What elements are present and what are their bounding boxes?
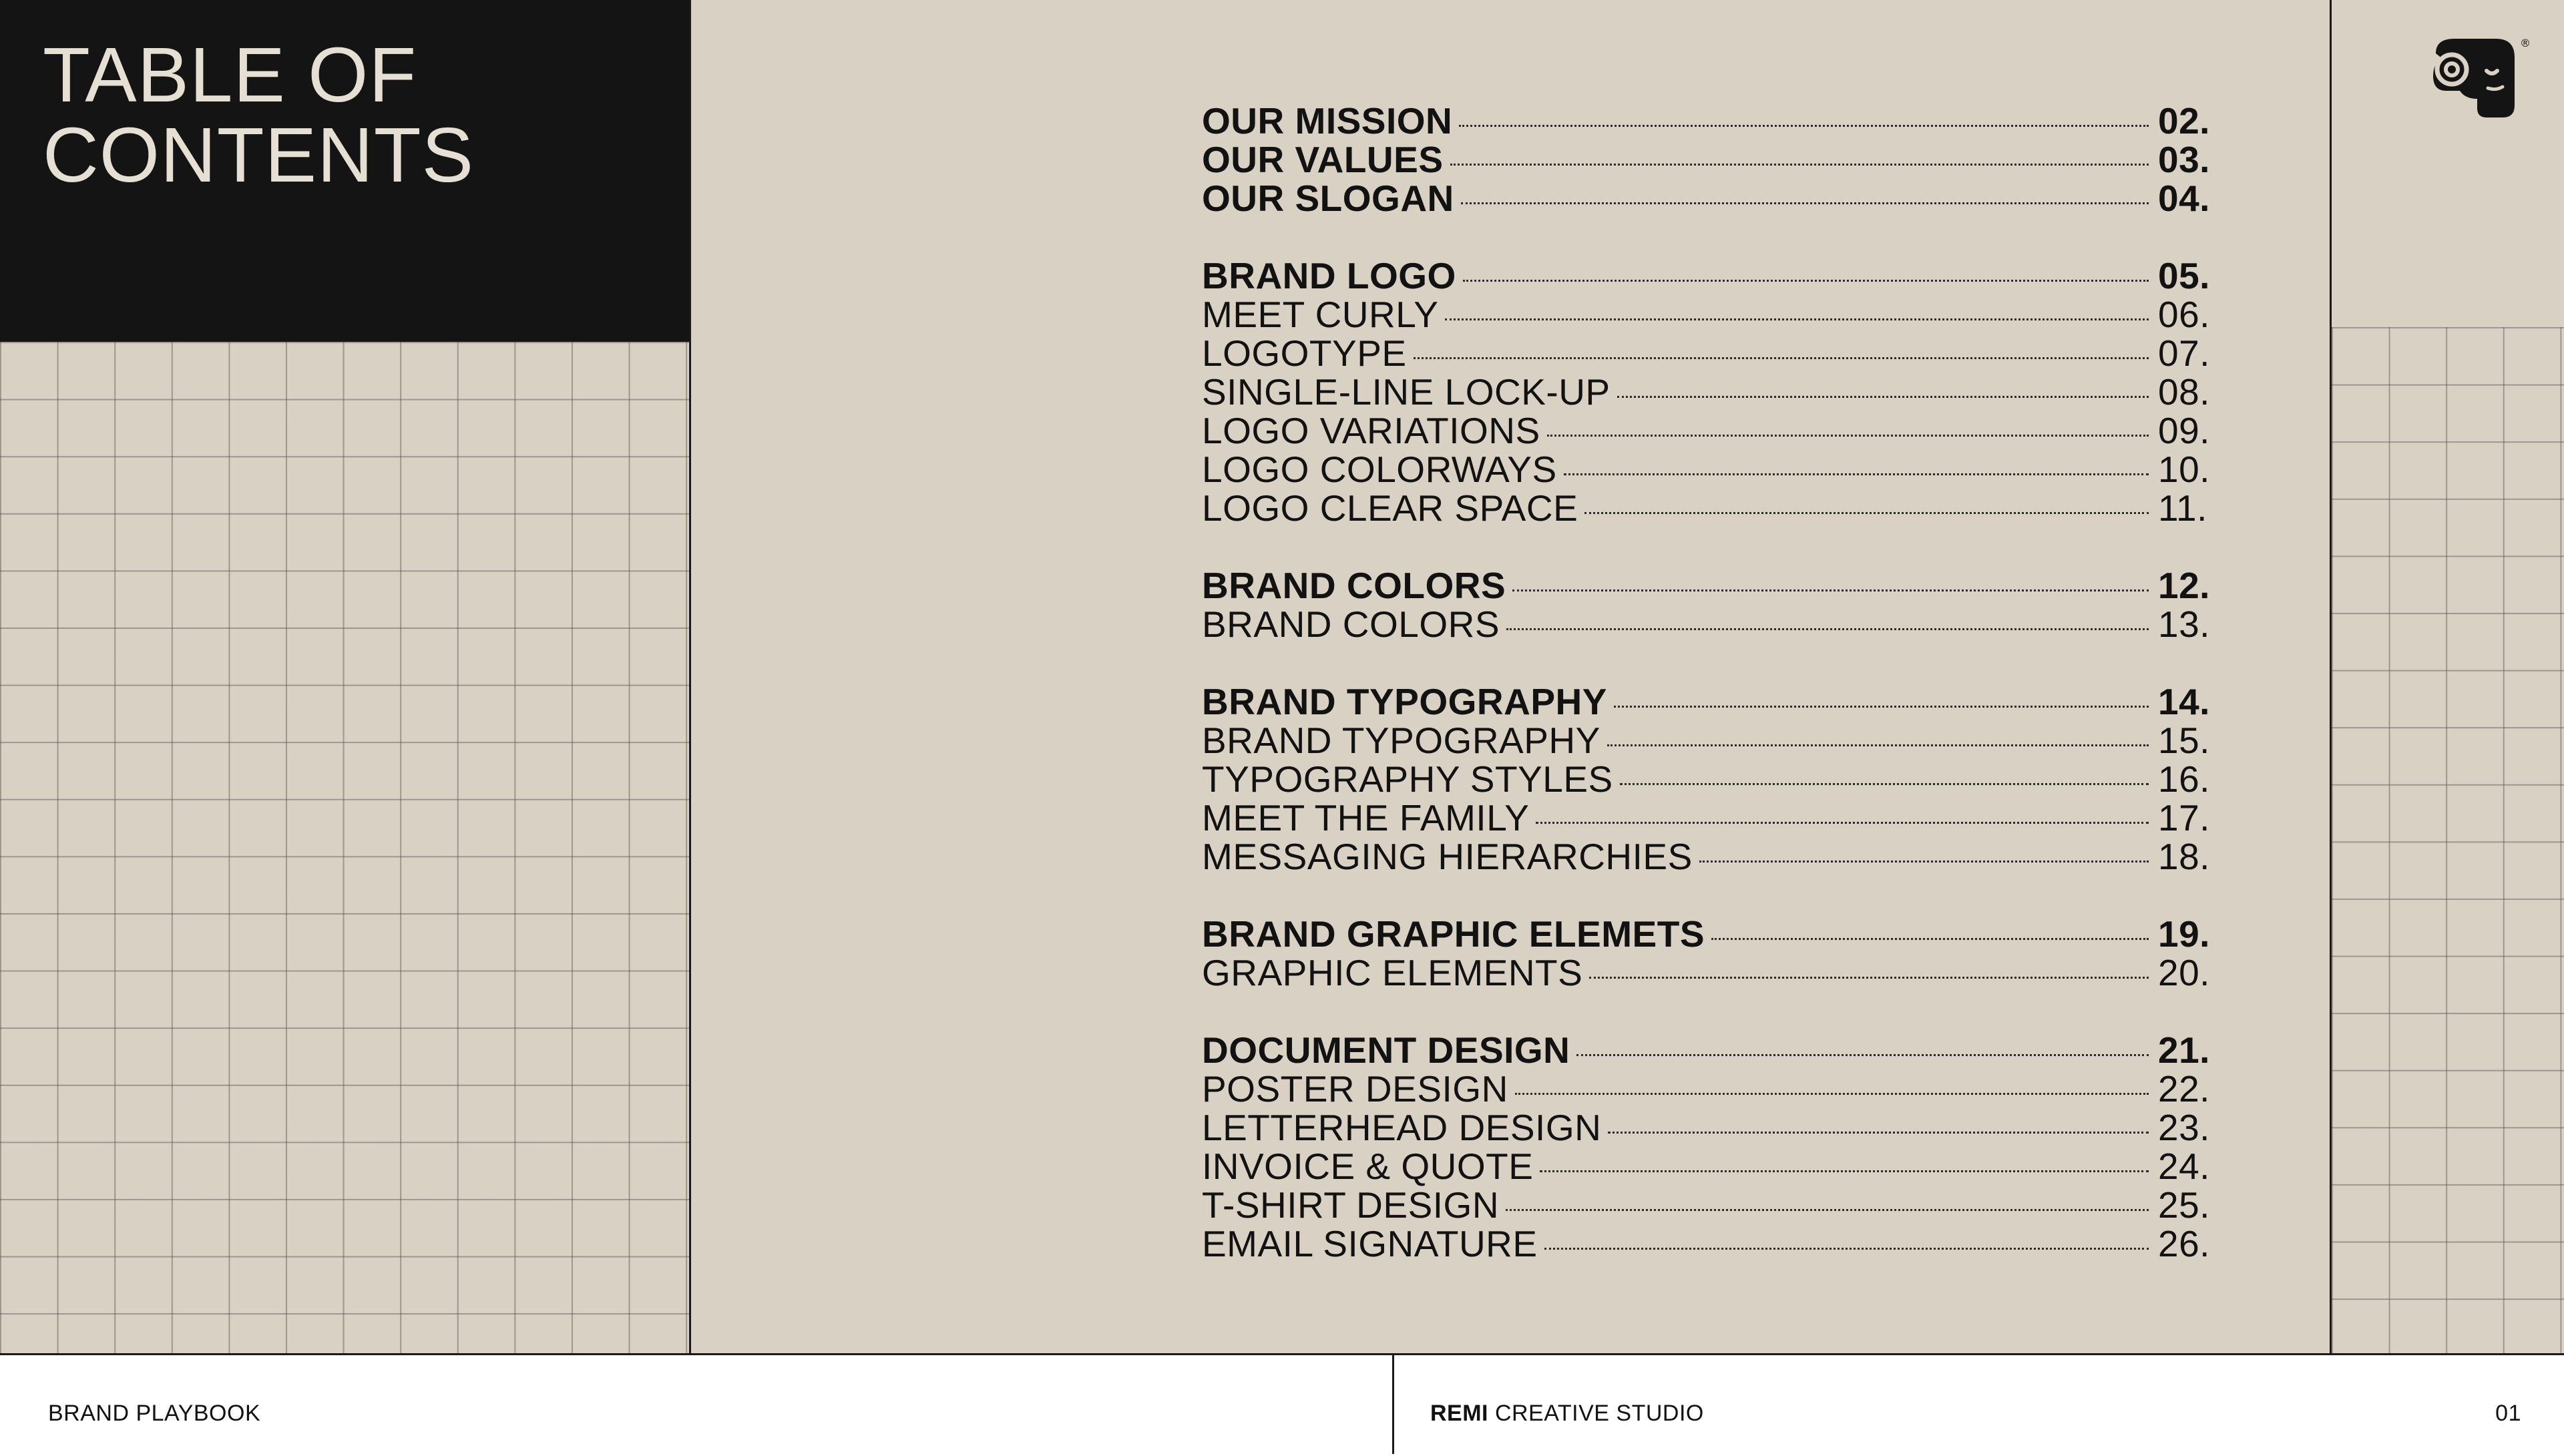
toc-group — [1202, 256, 2230, 527]
toc-page-number: 20. — [2158, 952, 2210, 993]
toc-page-number: 02. — [2158, 100, 2210, 142]
toc-entry-label: INVOICE & QUOTE — [1202, 1146, 1534, 1187]
toc-entry-label: BRAND COLORS — [1202, 565, 1506, 606]
toc-leader-dots — [1445, 318, 2149, 320]
toc-entry-label: MEET CURLY — [1202, 294, 1439, 335]
footer-studio-rest: CREATIVE STUDIO — [1488, 1401, 1704, 1426]
toc-leader-dots — [1459, 125, 2149, 127]
right-grid-pattern — [2332, 327, 2564, 1355]
registered-mark: ® — [2520, 37, 2531, 49]
toc-entry-label: OUR SLOGAN — [1202, 178, 1454, 219]
toc-section-heading[interactable] — [1202, 566, 2230, 605]
toc-leader-dots — [1584, 512, 2149, 514]
page-title-line-1: TABLE OF — [43, 31, 417, 118]
page-title-line-2: CONTENTS — [43, 111, 474, 198]
toc-entry-label: LOGO CLEAR SPACE — [1202, 487, 1578, 529]
toc-leader-dots — [1512, 589, 2149, 591]
toc-entry-label: LOGOTYPE — [1202, 332, 1407, 374]
toc-page-number: 05. — [2158, 255, 2210, 296]
toc-entry-label: BRAND COLORS — [1202, 603, 1500, 645]
toc-leader-dots — [1515, 1093, 2149, 1095]
toc-entry-label: BRAND LOGO — [1202, 255, 1456, 296]
footer-studio-bold: REMI — [1430, 1401, 1488, 1426]
toc-leader-dots — [1450, 164, 2149, 166]
toc-page-number: 15. — [2158, 720, 2210, 761]
toc-entry[interactable] — [1202, 798, 2230, 837]
toc-leader-dots — [1617, 396, 2149, 398]
toc-group — [1202, 1031, 2230, 1263]
left-divider — [689, 0, 691, 1454]
toc-entry-label: MEET THE FAMILY — [1202, 797, 1530, 838]
toc-group — [1202, 915, 2230, 992]
footer-studio-name — [1430, 1401, 1704, 1427]
toc-group — [1202, 566, 2230, 644]
toc-leader-dots — [1589, 977, 2149, 979]
toc-leader-dots — [1620, 783, 2149, 785]
footer-middle-divider — [1392, 1355, 1394, 1454]
toc-group — [1202, 682, 2230, 876]
toc-section-heading[interactable] — [1202, 1031, 2230, 1069]
toc-page-number: 18. — [2158, 836, 2210, 877]
toc-page-number: 17. — [2158, 797, 2210, 838]
toc-group — [1202, 101, 2230, 218]
toc-leader-dots — [1463, 280, 2149, 282]
toc-leader-dots — [1711, 938, 2149, 940]
toc-entry[interactable] — [1202, 1147, 2230, 1186]
toc-section-heading[interactable] — [1202, 256, 2230, 295]
toc-section-heading[interactable] — [1202, 101, 2230, 140]
toc-entry-label: T-SHIRT DESIGN — [1202, 1184, 1500, 1226]
toc-entry[interactable] — [1202, 450, 2230, 489]
toc-page-number: 10. — [2158, 449, 2210, 490]
toc-leader-dots — [1614, 706, 2149, 708]
toc-entry-label: SINGLE-LINE LOCK-UP — [1202, 371, 1611, 413]
toc-leader-dots — [1547, 435, 2149, 437]
toc-entry-label: MESSAGING HIERARCHIES — [1202, 836, 1693, 877]
toc-page-number: 19. — [2158, 913, 2210, 955]
toc-entry[interactable] — [1202, 837, 2230, 876]
toc-entry-label: OUR VALUES — [1202, 139, 1444, 180]
toc-leader-dots — [1506, 1209, 2149, 1211]
toc-entry-label: OUR MISSION — [1202, 100, 1453, 142]
toc-leader-dots — [1544, 1248, 2149, 1250]
toc-entry-label: LETTERHEAD DESIGN — [1202, 1107, 1602, 1148]
toc-page-number: 08. — [2158, 371, 2210, 413]
title-block — [0, 0, 689, 342]
toc-page-number: 03. — [2158, 139, 2210, 180]
toc-leader-dots — [1576, 1054, 2149, 1056]
toc-page-number: 22. — [2158, 1068, 2210, 1110]
left-grid-pattern — [0, 342, 689, 1355]
toc-entry-label: BRAND TYPOGRAPHY — [1202, 681, 1607, 722]
toc-leader-dots — [1564, 473, 2149, 475]
toc-leader-dots — [1540, 1170, 2149, 1172]
toc-entry-label: GRAPHIC ELEMENTS — [1202, 952, 1583, 993]
toc-leader-dots — [1699, 861, 2149, 863]
toc-entry[interactable] — [1202, 1186, 2230, 1224]
footer-document-title: BRAND PLAYBOOK — [48, 1401, 261, 1426]
toc-entry-label: BRAND TYPOGRAPHY — [1202, 720, 1600, 761]
toc-entry[interactable] — [1202, 411, 2230, 450]
toc-page-number: 11. — [2158, 487, 2207, 529]
toc-page-number: 12. — [2158, 565, 2210, 606]
toc-entry-label: LOGO VARIATIONS — [1202, 410, 1540, 451]
page-title — [43, 31, 644, 198]
toc-section-heading[interactable] — [1202, 179, 2230, 218]
toc-section-heading[interactable] — [1202, 682, 2230, 721]
toc-page-number: 16. — [2158, 758, 2210, 800]
toc-leader-dots — [1506, 628, 2149, 630]
toc-entry[interactable] — [1202, 489, 2230, 527]
toc-entry[interactable] — [1202, 334, 2230, 373]
toc-page-number: 04. — [2158, 178, 2210, 219]
toc-page-number: 14. — [2158, 681, 2210, 722]
toc-leader-dots — [1536, 822, 2149, 824]
toc-entry[interactable] — [1202, 721, 2230, 760]
footer-page-number: 01 — [2495, 1401, 2521, 1426]
toc-page-number: 07. — [2158, 332, 2210, 374]
toc-page-number: 21. — [2158, 1029, 2210, 1071]
toc-page-number: 24. — [2158, 1146, 2210, 1187]
toc-entry[interactable] — [1202, 953, 2230, 992]
toc-leader-dots — [1461, 202, 2149, 204]
toc-leader-dots — [1414, 357, 2149, 359]
toc-page-number: 06. — [2158, 294, 2210, 335]
toc-leader-dots — [1607, 744, 2149, 746]
toc-entry[interactable] — [1202, 760, 2230, 798]
toc-section-heading[interactable] — [1202, 915, 2230, 953]
toc-entry[interactable] — [1202, 1108, 2230, 1147]
toc-section-heading[interactable] — [1202, 140, 2230, 179]
toc-entry-label: TYPOGRAPHY STYLES — [1202, 758, 1613, 800]
toc-entry-label: BRAND GRAPHIC ELEMETS — [1202, 913, 1705, 955]
toc-page-number: 23. — [2158, 1107, 2210, 1148]
toc-page-number: 25. — [2158, 1184, 2210, 1226]
toc-entry[interactable] — [1202, 373, 2230, 411]
toc-leader-dots — [1608, 1132, 2149, 1134]
toc-entry-label: DOCUMENT DESIGN — [1202, 1029, 1570, 1071]
right-divider — [2330, 0, 2332, 1454]
toc-page-number: 09. — [2158, 410, 2210, 451]
toc-entry-label: EMAIL SIGNATURE — [1202, 1223, 1538, 1264]
toc-entry-label: LOGO COLORWAYS — [1202, 449, 1557, 490]
toc-page-number: 26. — [2158, 1223, 2210, 1264]
toc-entry[interactable] — [1202, 1224, 2230, 1263]
toc-entry[interactable] — [1202, 295, 2230, 334]
toc-entry-label: POSTER DESIGN — [1202, 1068, 1508, 1110]
table-of-contents — [1202, 101, 2230, 1302]
curly-ram-head-icon — [2422, 33, 2529, 120]
toc-entry[interactable] — [1202, 605, 2230, 644]
toc-entry[interactable] — [1202, 1069, 2230, 1108]
toc-page-number: 13. — [2158, 603, 2210, 645]
footer — [0, 1353, 2564, 1456]
